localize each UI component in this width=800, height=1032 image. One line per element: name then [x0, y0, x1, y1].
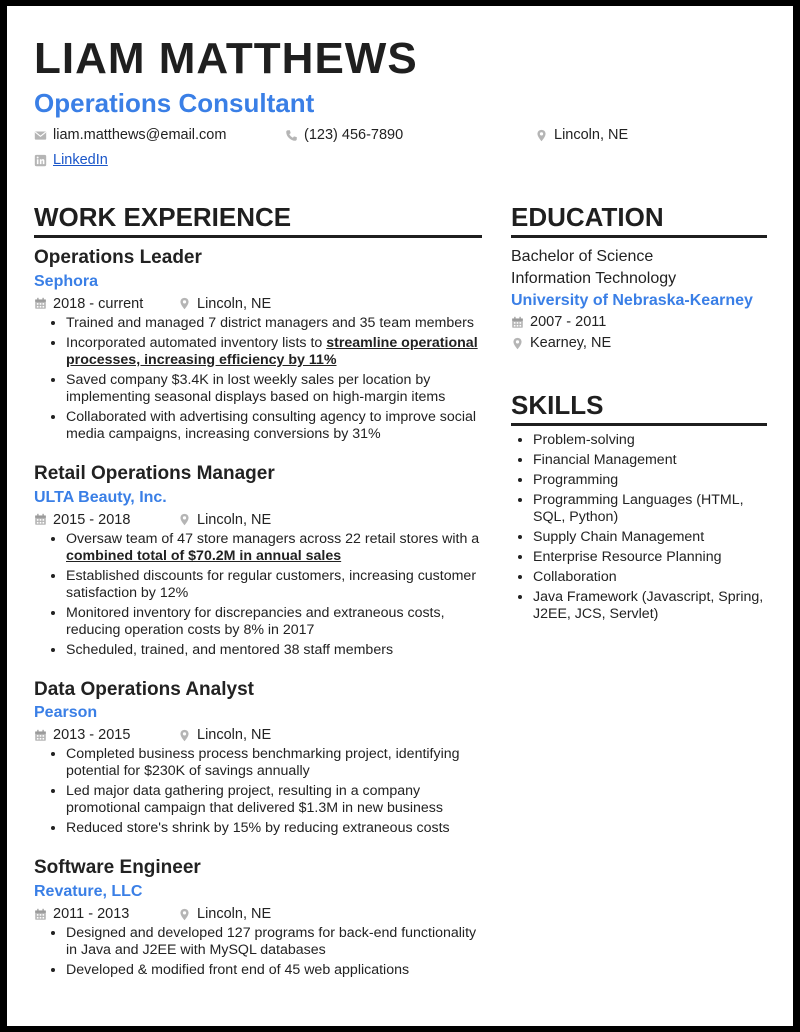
- job-bullet: [66, 315, 482, 332]
- job-bullets: [34, 925, 482, 979]
- sidebar-column: [511, 204, 767, 626]
- job-title: Operations Leader: [34, 247, 202, 268]
- bullet-text: Completed business process benchmarking project, identifying potential for $230K of savings annually: [66, 746, 460, 780]
- skills-heading: SKILLS: [511, 392, 767, 426]
- skill-item: • Collaboration: [533, 569, 767, 586]
- bullet-text: Collaborated with advertising consulting agency to improve social media campaigns, increasing conversions by 31%: [66, 408, 477, 442]
- job-bullets: [34, 315, 482, 443]
- bullet-text: Reduced store's shrink by 15% by reducing extraneous costs: [66, 820, 450, 837]
- contact-phone: [285, 128, 403, 143]
- job-bullet: [66, 962, 482, 979]
- job-bullet: [66, 605, 482, 639]
- education-entry: [511, 246, 767, 354]
- job-meta: [34, 726, 482, 744]
- map-pin-icon: [535, 129, 548, 142]
- skill-item: • Programming: [533, 472, 767, 489]
- contact-location: [535, 128, 628, 143]
- calendar-icon: [34, 297, 47, 310]
- bullet-text: Developed & modified front end of 45 web applications: [66, 962, 410, 979]
- job-bullet: [66, 746, 482, 780]
- contact-linkedin: [34, 153, 108, 168]
- field-of-study: Information Technology: [511, 270, 677, 287]
- company-name: Revature, LLC: [34, 883, 143, 901]
- job-bullet: [66, 925, 482, 959]
- job-dates-text: 2015 - 2018: [53, 511, 131, 528]
- job-entry: [34, 247, 482, 443]
- bullet-text: Monitored inventory for discrepancies and extraneous costs, reducing operation costs by 8% in 2017: [66, 604, 445, 638]
- calendar-icon: [34, 908, 47, 921]
- company-name: Sephora: [34, 272, 99, 290]
- job-bullets: [34, 746, 482, 837]
- candidate-name: LIAM MATTHEWS: [34, 34, 418, 83]
- job-bullet: [66, 783, 482, 817]
- phone-text: (123) 456-7890: [304, 127, 404, 143]
- job-bullet: [66, 531, 482, 565]
- education-location: [511, 333, 767, 354]
- education-heading: EDUCATION: [511, 204, 767, 238]
- job-title: Software Engineer: [34, 857, 201, 879]
- skill-item: • Financial Management: [533, 452, 767, 469]
- phone-icon: [285, 129, 298, 142]
- job-location-text: Lincoln, NE: [197, 906, 272, 923]
- job-title: Data Operations Analyst: [34, 678, 254, 700]
- calendar-icon: [34, 729, 47, 742]
- skill-item: • Java Framework (Javascript, Spring, J2EE, JCS, Servlet): [533, 589, 767, 623]
- company-name: Pearson: [34, 704, 98, 722]
- job-dates: [34, 906, 129, 922]
- job-bullet: [66, 642, 482, 659]
- job-bullet: [66, 409, 482, 443]
- education-location-text: Kearney, NE: [530, 335, 612, 351]
- job-meta: [34, 905, 482, 923]
- education-dates-text: 2007 - 2011: [530, 314, 607, 330]
- work-experience-section: [34, 204, 482, 982]
- linkedin-link[interactable]: LinkedIn: [53, 152, 108, 168]
- job-location: [178, 906, 271, 922]
- job-entry: [34, 463, 482, 659]
- bullet-text: Designed and developed 127 programs for back-end functionality in Java and J2EE with MySQL databases: [66, 925, 477, 959]
- company-name: ULTA Beauty, Inc.: [34, 488, 167, 506]
- job-location-text: Lincoln, NE: [197, 511, 272, 528]
- bullet-text: Trained and managed 7 district managers and 35 team members: [66, 314, 474, 331]
- bullet-text: Scheduled, trained, and mentored 38 staff members: [66, 641, 394, 658]
- linkedin-icon: [34, 154, 47, 167]
- degree: Bachelor of Science: [511, 248, 654, 265]
- bullet-text: Incorporated automated inventory lists to: [66, 334, 327, 351]
- job-list: [34, 247, 482, 979]
- bullet-highlight: combined total of $70.2M in annual sales: [66, 547, 342, 564]
- job-meta: [34, 295, 482, 313]
- map-pin-icon: [511, 337, 524, 350]
- calendar-icon: [34, 513, 47, 526]
- skill-item: • Programming Languages (HTML, SQL, Python): [533, 492, 767, 526]
- location-text: Lincoln, NE: [554, 127, 629, 143]
- skill-item: • Problem-solving: [533, 432, 767, 449]
- job-dates: [34, 512, 130, 528]
- job-dates-text: 2011 - 2013: [53, 906, 130, 923]
- job-location-text: Lincoln, NE: [197, 727, 272, 744]
- job-bullets: [34, 531, 482, 659]
- calendar-icon: [511, 316, 524, 329]
- job-bullet: [66, 372, 482, 406]
- job-dates-text: 2018 - current: [53, 295, 144, 312]
- job-location: [178, 296, 271, 312]
- skills-list: [511, 432, 767, 623]
- bullet-highlight: streamline operational processes, increasing efficiency by 11%: [66, 334, 478, 368]
- resume-page: [7, 6, 793, 1026]
- envelope-icon: [34, 129, 47, 142]
- bullet-text: Saved company $3.4K in lost weekly sales per location by implementing seasonal displays based on high-margin items: [66, 371, 446, 405]
- job-entry: [34, 679, 482, 838]
- job-dates: [34, 296, 143, 312]
- education-dates: [511, 312, 767, 333]
- bullet-text: Led major data gathering project, resulting in a company promotional campaign that delivered $1.3M in new business: [66, 783, 443, 817]
- map-pin-icon: [178, 297, 191, 310]
- job-bullet: [66, 568, 482, 602]
- job-title: Retail Operations Manager: [34, 462, 275, 484]
- map-pin-icon: [178, 513, 191, 526]
- work-experience-heading: WORK EXPERIENCE: [34, 204, 482, 238]
- job-dates: [34, 727, 130, 743]
- skill-item: • Supply Chain Management: [533, 529, 767, 546]
- job-bullet: [66, 335, 482, 369]
- bullet-text: Established discounts for regular customers, increasing customer satisfaction by 12%: [66, 567, 477, 601]
- school-name: University of Nebraska-Kearney: [511, 292, 753, 309]
- contact-email: [34, 128, 226, 143]
- job-meta: [34, 511, 482, 529]
- map-pin-icon: [178, 729, 191, 742]
- email-text: liam.matthews@email.com: [53, 127, 227, 143]
- job-bullet: [66, 820, 482, 837]
- job-location-text: Lincoln, NE: [197, 295, 272, 312]
- candidate-role: Operations Consultant: [34, 88, 315, 118]
- bullet-text: Oversaw team of 47 store managers across 22 retail stores with a: [66, 530, 480, 547]
- job-entry: [34, 857, 482, 979]
- job-location: [178, 512, 271, 528]
- job-dates-text: 2013 - 2015: [53, 727, 131, 744]
- job-location: [178, 727, 271, 743]
- map-pin-icon: [178, 908, 191, 921]
- skill-item: • Enterprise Resource Planning: [533, 549, 767, 566]
